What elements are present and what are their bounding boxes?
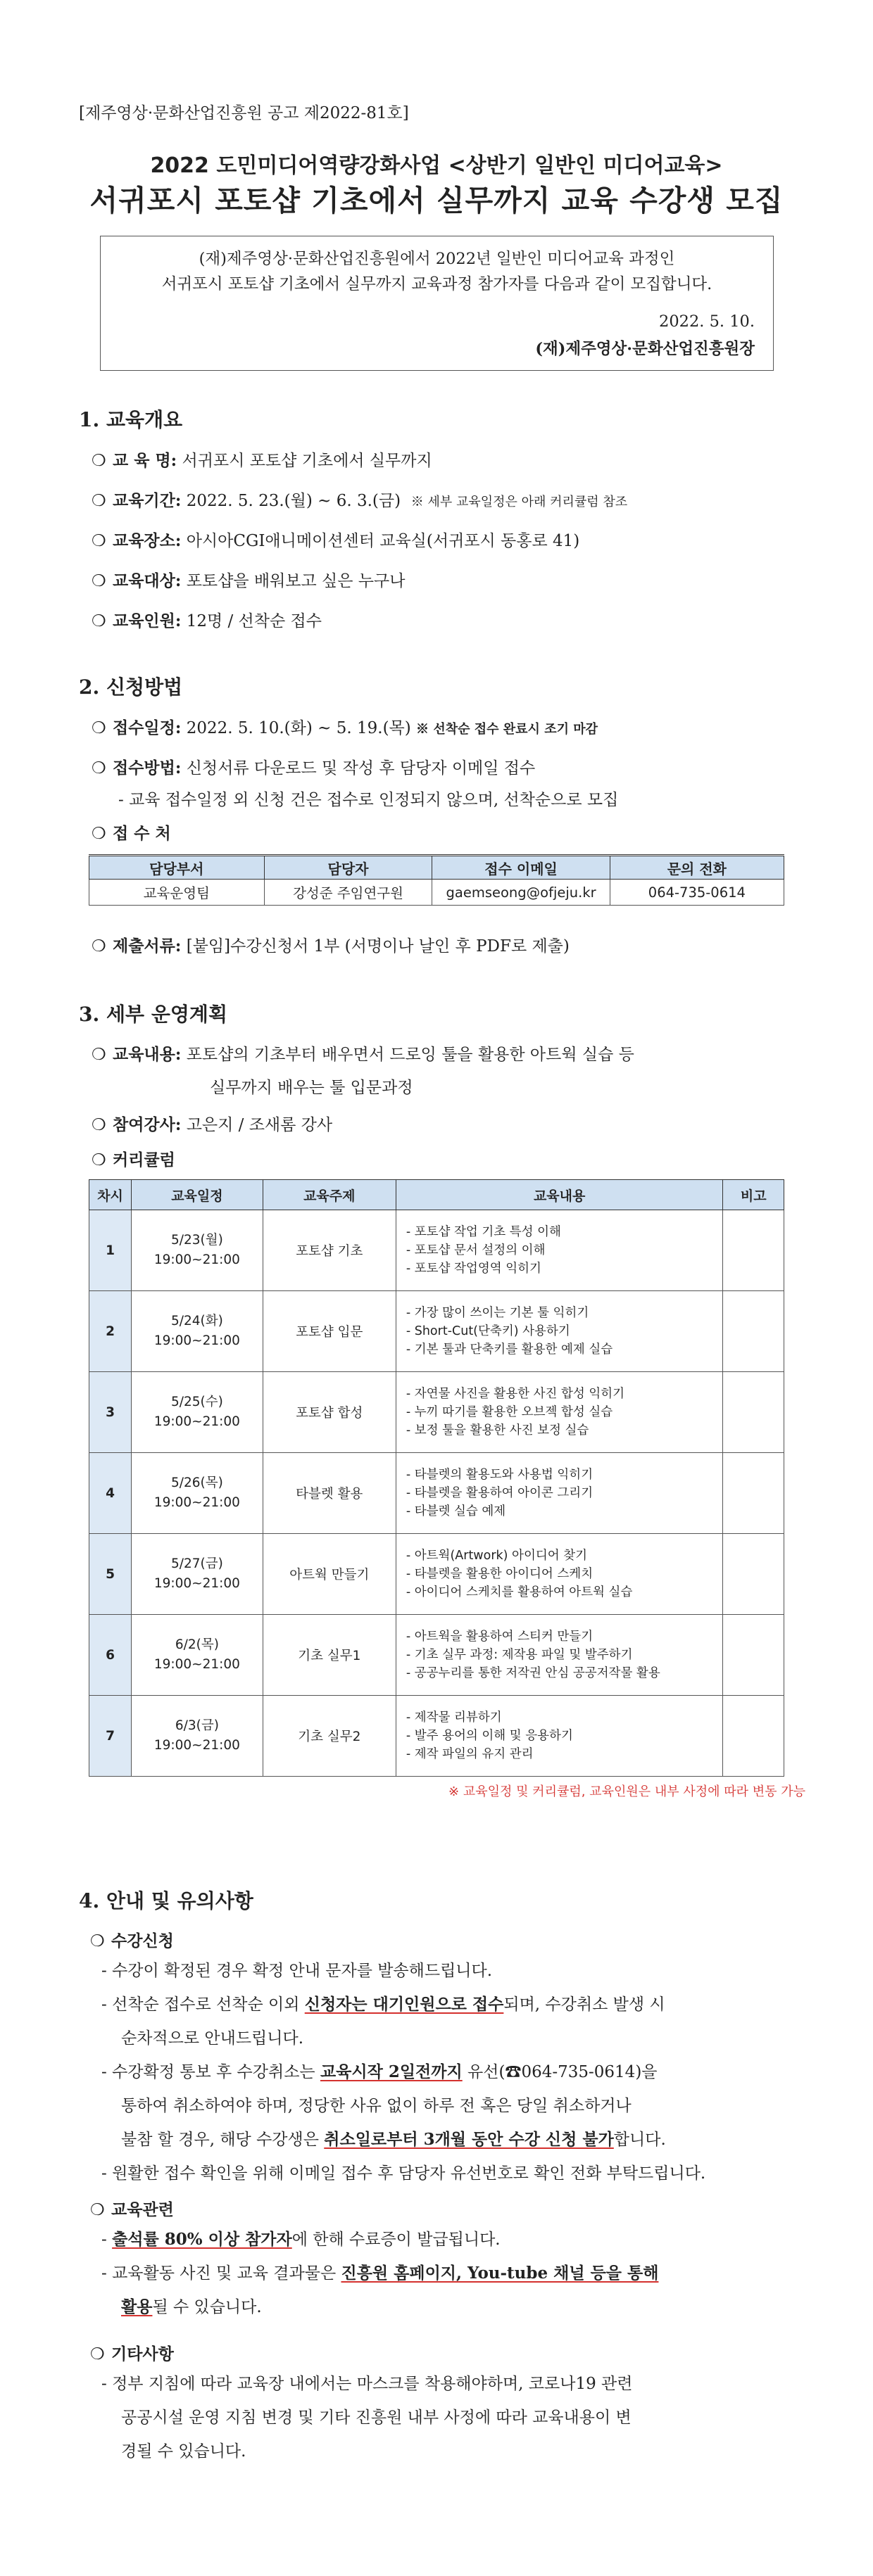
circle-bullet-icon: ❍ — [92, 532, 106, 550]
content-line: - 기본 툴과 단축키를 활용한 예제 실습 — [406, 1343, 613, 1357]
circle-bullet-icon: ❍ — [92, 452, 106, 470]
session-schedule — [132, 1615, 263, 1696]
notice-heading: ❍ 교육관련 — [90, 2200, 174, 2219]
session-schedule — [132, 1210, 263, 1291]
circle-bullet-icon: ❍ — [92, 719, 106, 737]
session-schedule — [132, 1453, 263, 1534]
notice-body-edu — [101, 2223, 805, 2324]
page-title: 서귀포시 포토샵 기초에서 실무까지 교육 수강생 모집 — [89, 184, 784, 217]
notice-line: 경될 수 있습니다. — [121, 2442, 246, 2461]
notice-line: - 정부 지침에 따라 교육장 내에서는 마스크를 착용해야하며, 코로나19 관련 — [101, 2375, 633, 2393]
session-date: 6/3(금) — [175, 1718, 219, 1733]
session-content — [396, 1453, 723, 1534]
table-row — [89, 1453, 784, 1534]
curriculum-label: ❍ 커리큘럼 — [92, 1150, 175, 1169]
session-note — [723, 1696, 784, 1777]
notice-number: [제주영상·문화산업진흥원 공고 제2022-81호] — [79, 104, 409, 122]
content-line: - 자연물 사진을 활용한 사진 합성 익히기 — [406, 1387, 625, 1401]
intro-text — [101, 246, 773, 297]
session-schedule — [132, 1696, 263, 1777]
session-date: 5/26(목) — [170, 1476, 223, 1490]
table-header: 교육내용 — [396, 1180, 723, 1210]
content-line: - 발주 용어의 이해 및 응용하기 — [406, 1729, 573, 1743]
table-header: 문의 전화 — [610, 856, 784, 880]
content-line: - 제작 파일의 유지 관리 — [406, 1747, 534, 1761]
notice-line: 활용될 수 있습니다. — [121, 2297, 262, 2316]
session-topic: 기초 실무1 — [263, 1615, 396, 1696]
issuer: (재)제주영상·문화산업진흥원장 — [535, 340, 755, 358]
session-date: 5/24(화) — [170, 1314, 223, 1328]
circle-bullet-icon: ❍ — [92, 572, 106, 590]
content-line: - 포토샵 작업 기초 특성 이해 — [406, 1225, 561, 1239]
notice-line: 순차적으로 안내드립니다. — [121, 2029, 304, 2048]
session-note — [723, 1453, 784, 1534]
content-line: - Short-Cut(단축키) 사용하기 — [406, 1324, 570, 1338]
plan-instructors: ❍ 참여강사: 고은지 / 조새롬 강사 — [92, 1115, 333, 1134]
session-content — [396, 1534, 723, 1615]
session-time: 19:00~21:00 — [153, 1738, 240, 1753]
section-title-overview: 1. 교육개요 — [79, 408, 183, 431]
session-note — [723, 1615, 784, 1696]
curriculum-table — [89, 1179, 784, 1777]
content-line: - 타블렛의 활용도와 사용법 익히기 — [406, 1468, 593, 1482]
session-note — [723, 1534, 784, 1615]
table-header: 비고 — [723, 1180, 784, 1210]
table-row — [89, 880, 784, 906]
session-time: 19:00~21:00 — [153, 1576, 240, 1591]
content-line: - 제작물 리뷰하기 — [406, 1711, 502, 1725]
session-time: 19:00~21:00 — [153, 1657, 240, 1672]
contact-phone[interactable]: 064-735-0614 — [610, 880, 784, 906]
circle-bullet-icon: ❍ — [92, 1151, 106, 1169]
table-header: 차시 — [89, 1180, 132, 1210]
contact-dept: 교육운영팀 — [89, 880, 265, 906]
content-line: - 가장 많이 쓰이는 기본 툴 익히기 — [406, 1306, 589, 1320]
circle-bullet-icon: ❍ — [92, 937, 106, 956]
session-topic: 타블렛 활용 — [263, 1453, 396, 1534]
table-row — [89, 1696, 784, 1777]
session-number: 5 — [89, 1534, 132, 1615]
overview-item: ❍ 교육대상: 포토샵을 배워보고 싶은 누구나 — [92, 571, 406, 590]
overview-item: ❍ 교육기간: 2022. 5. 23.(월) ~ 6. 3.(금) ※ 세부 교육일정은 아래 커리큘럼 참조 — [92, 491, 628, 510]
content-line: - 포토샵 문서 설정의 이해 — [406, 1243, 546, 1257]
content-line: - 공공누리를 통한 저작권 안심 공공저작물 활용 — [406, 1666, 660, 1680]
notice-heading: ❍ 기타사항 — [90, 2345, 174, 2364]
session-time: 19:00~21:00 — [153, 1333, 240, 1348]
session-topic: 포토샵 합성 — [263, 1372, 396, 1453]
notice-line: 불참 할 경우, 해당 수강생은 취소일로부터 3개월 동안 수강 신청 불가합니다. — [121, 2130, 666, 2149]
circle-bullet-icon: ❍ — [90, 2201, 105, 2219]
content-line: - 누끼 따기를 활용한 오브젝 합성 실습 — [406, 1405, 613, 1419]
session-date: 5/25(수) — [170, 1395, 223, 1409]
circle-bullet-icon: ❍ — [92, 825, 106, 843]
table-row — [89, 1534, 784, 1615]
table-row — [89, 1615, 784, 1696]
contact-person: 강성준 주임연구원 — [264, 880, 432, 906]
session-time: 19:00~21:00 — [153, 1252, 240, 1267]
table-header: 교육주제 — [263, 1180, 396, 1210]
session-note — [723, 1372, 784, 1453]
session-number: 2 — [89, 1291, 132, 1372]
content-line: - 아이디어 스케치를 활용하여 아트웍 실습 — [406, 1585, 633, 1599]
overview-item: ❍ 교 육 명: 서귀포시 포토샵 기초에서 실무까지 — [92, 451, 432, 470]
circle-bullet-icon: ❍ — [92, 492, 106, 510]
content-line: - 타블렛 실습 예제 — [406, 1504, 506, 1518]
session-number: 3 — [89, 1372, 132, 1453]
session-schedule — [132, 1291, 263, 1372]
contact-email[interactable]: gaemseong@ofjeju.kr — [432, 880, 610, 906]
table-header: 담당부서 — [89, 856, 265, 880]
content-line: - 타블렛을 활용한 아이디어 스케치 — [406, 1567, 593, 1581]
session-time: 19:00~21:00 — [153, 1414, 240, 1429]
table-row — [89, 1372, 784, 1453]
notice-line: 통하여 취소하여야 하며, 정당한 사유 없이 하루 전 혹은 당일 취소하거나 — [121, 2097, 632, 2115]
plan-content-cont: 실무까지 배우는 툴 입문과정 — [210, 1079, 413, 1097]
session-date: 5/27(금) — [170, 1556, 223, 1571]
session-content — [396, 1372, 723, 1453]
apply-period: ❍ 접수일정: 2022. 5. 10.(화) ~ 5. 19.(목) ※ 선착순 접수 완료시 조기 마감 — [92, 718, 598, 737]
submit-docs: ❍ 제출서류: [붙임]수강신청서 1부 (서명이나 날인 후 PDF로 제출) — [92, 937, 570, 956]
overview-item: ❍ 교육인원: 12명 / 선착순 접수 — [92, 611, 322, 630]
session-number: 4 — [89, 1453, 132, 1534]
content-line: - 포토샵 작업영역 익히기 — [406, 1262, 541, 1276]
session-number: 6 — [89, 1615, 132, 1696]
circle-bullet-icon: ❍ — [92, 1046, 106, 1064]
contact-label: ❍ 접 수 처 — [92, 824, 171, 843]
section-title-plan: 3. 세부 운영계획 — [79, 1003, 228, 1026]
content-line: - 아트웍(Artwork) 아이디어 찾기 — [406, 1549, 588, 1563]
session-number: 1 — [89, 1210, 132, 1291]
notice-line: - 수강이 확정된 경우 확정 안내 문자를 발송해드립니다. — [101, 1962, 493, 1980]
session-note — [723, 1210, 784, 1291]
overview-item: ❍ 교육장소: 아시아CGI애니메이션센터 교육실(서귀포시 동홍로 41) — [92, 531, 580, 550]
apply-method: ❍ 접수방법: 신청서류 다운로드 및 작성 후 담당자 이메일 접수 — [92, 759, 536, 778]
session-topic: 포토샵 기초 — [263, 1210, 396, 1291]
table-header: 교육일정 — [132, 1180, 263, 1210]
notice-line: - 출석률 80% 이상 참가자에 한해 수료증이 발급됩니다. — [101, 2230, 501, 2249]
content-line: - 타블렛을 활용하여 아이콘 그리기 — [406, 1486, 593, 1500]
notice-body-enroll — [101, 1954, 805, 2190]
apply-method-note: - 교육 접수일정 외 신청 건은 접수로 인정되지 않으며, 선착순으로 모집 — [118, 791, 619, 809]
intro-line: 서귀포시 포토샵 기초에서 실무까지 교육과정 참가자를 다음과 같이 모집합니다. — [161, 275, 712, 293]
notice-line: - 수강확정 통보 후 수강취소는 교육시작 2일전까지 유선(☎064-735-0614)을 — [101, 2062, 658, 2081]
session-content — [396, 1291, 723, 1372]
circle-bullet-icon: ❍ — [92, 612, 106, 630]
circle-bullet-icon: ❍ — [90, 1932, 105, 1950]
session-schedule — [132, 1372, 263, 1453]
content-line: - 아트웍을 활용하여 스티커 만들기 — [406, 1630, 593, 1644]
session-note — [723, 1291, 784, 1372]
contact-table — [89, 854, 784, 906]
section-title-notice: 4. 안내 및 유의사항 — [79, 1889, 253, 1912]
table-row — [89, 1291, 784, 1372]
session-content — [396, 1615, 723, 1696]
notice-heading: ❍ 수강신청 — [90, 1931, 174, 1950]
notice-line: - 원활한 접수 확인을 위해 이메일 접수 후 담당자 유선번호로 확인 전화 부탁드립니다. — [101, 2164, 706, 2183]
table-note: ※ 교육일정 및 커리큘럼, 교육인원은 내부 사정에 따라 변동 가능 — [448, 1784, 805, 1799]
notice-line: 공공시설 운영 지침 변경 및 기타 진흥원 내부 사정에 따라 교육내용이 변 — [121, 2409, 632, 2427]
session-date: 5/23(월) — [170, 1233, 223, 1248]
session-time: 19:00~21:00 — [153, 1495, 240, 1510]
session-content — [396, 1696, 723, 1777]
session-content — [396, 1210, 723, 1291]
session-date: 6/2(목) — [175, 1637, 219, 1652]
session-topic: 기초 실무2 — [263, 1696, 396, 1777]
table-header: 담당자 — [264, 856, 432, 880]
circle-bullet-icon: ❍ — [90, 2345, 105, 2364]
notice-line: - 선착순 접수로 선착순 이외 신청자는 대기인원으로 접수되며, 수강취소 발생 시 — [101, 1995, 665, 2014]
notice-body-etc — [101, 2367, 805, 2468]
session-schedule — [132, 1534, 263, 1615]
plan-content: ❍ 교육내용: 포토샵의 기초부터 배우면서 드로잉 툴을 활용한 아트웍 실습 등 — [92, 1045, 634, 1064]
session-number: 7 — [89, 1696, 132, 1777]
content-line: - 보정 툴을 활용한 사진 보정 실습 — [406, 1423, 589, 1438]
sub-title: 2022 도민미디어역량강화사업 <상반기 일반인 미디어교육> — [150, 153, 723, 178]
session-topic: 아트웍 만들기 — [263, 1534, 396, 1615]
circle-bullet-icon: ❍ — [92, 1116, 106, 1134]
intro-line: (재)제주영상·문화산업진흥원에서 2022년 일반인 미디어교육 과정인 — [199, 250, 675, 268]
circle-bullet-icon: ❍ — [92, 759, 106, 778]
content-line: - 기초 실무 과정: 제작용 파일 및 발주하기 — [406, 1648, 633, 1662]
session-topic: 포토샵 입문 — [263, 1291, 396, 1372]
intro-box — [100, 236, 774, 371]
notice-line: - 교육활동 사진 및 교육 결과물은 진흥원 홈페이지, You-tube 채널 등을 통해 — [101, 2264, 659, 2283]
section-title-apply: 2. 신청방법 — [79, 675, 183, 699]
notice-date: 2022. 5. 10. — [659, 312, 755, 331]
table-row — [89, 1210, 784, 1291]
table-header: 접수 이메일 — [432, 856, 610, 880]
